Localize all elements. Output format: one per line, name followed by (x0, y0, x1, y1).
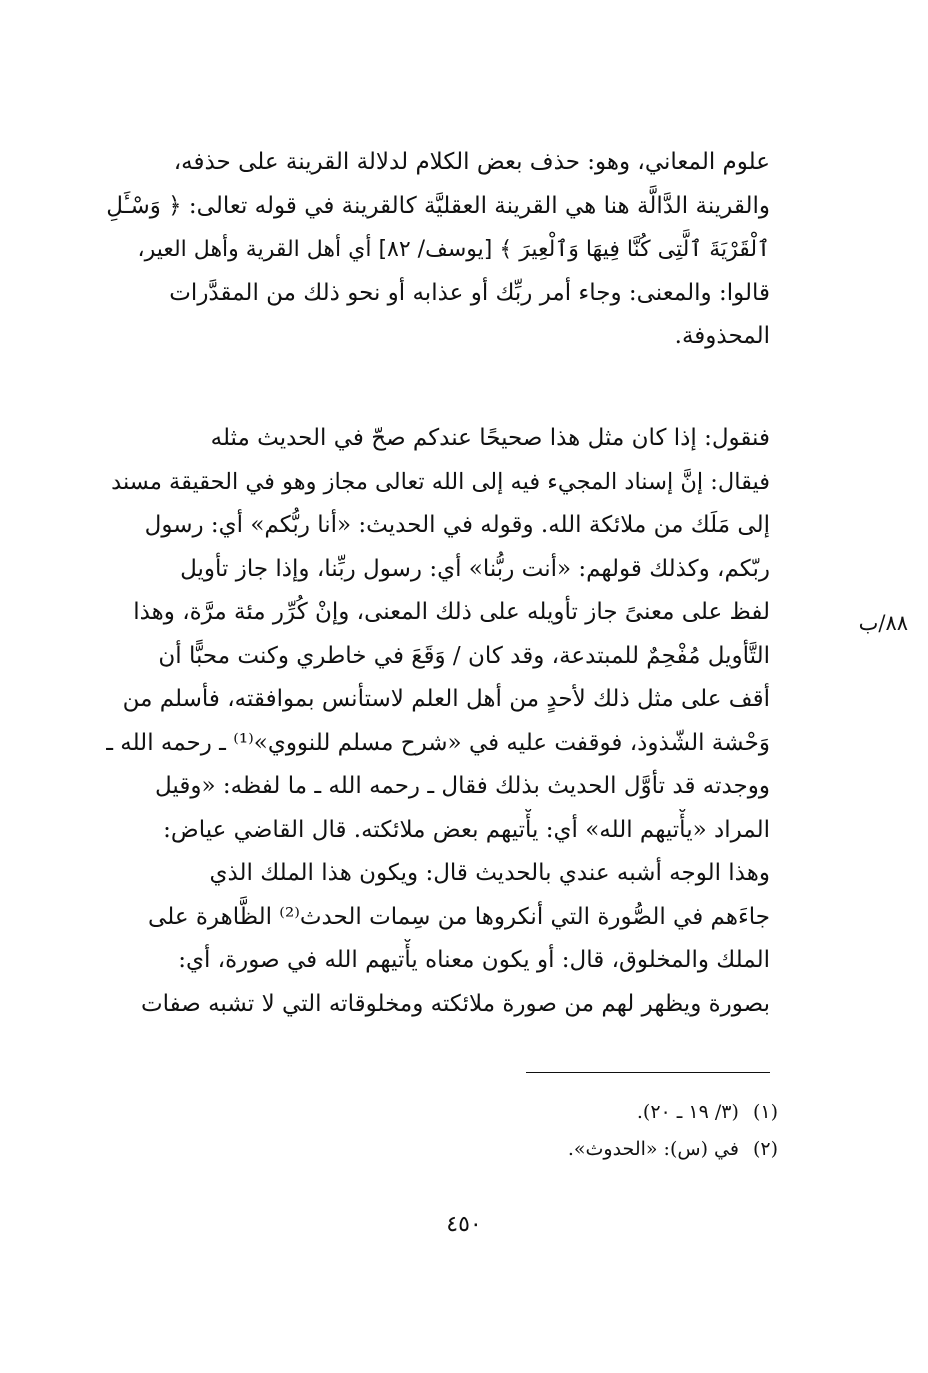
page-number: ٤٥٠ (446, 1212, 482, 1237)
text-line: أقف على مثل ذلك لأحدٍ من أهل العلم لاستأنس بموافقته، فأسلم من (122, 686, 770, 712)
text-line: وهذا الوجه أشبه عندي بالحديث قال: ويكون هذا الملك الذي (209, 860, 770, 886)
footnote-number: (١) (752, 1101, 778, 1123)
footnote-number: (٢) (752, 1138, 778, 1160)
paragraph-1 (102, 141, 770, 359)
footnote-text: في (س): «الحدوث». (567, 1138, 739, 1160)
text-line: علوم المعاني، وهو: حذف بعض الكلام لدلالة القرينة على حذفه، (173, 149, 770, 175)
footnote-separator (526, 1072, 770, 1073)
text-line: المراد «يأْتيهم الله» أي: يأْتيهم بعض ملائكته. قال القاضي عياض: (163, 816, 770, 843)
text-line: قالوا: والمعنى: وجاء أمر ربِّك أو عذابه أو نحو ذلك من المقدَّرات (169, 279, 770, 306)
manuscript-folio-marker: ٨٨/ب (858, 611, 908, 635)
footnotes (400, 1094, 778, 1168)
text-line: إلى مَلَك من ملائكة الله. وقوله في الحديث: «أنا ربُّكم» أي: رسول (144, 512, 770, 538)
text-line: بصورة ويظهر لهم من صورة ملائكته ومخلوقاته التي لا تشبه صفات (140, 990, 770, 1017)
footnote-text: (٣/ ١٩ ـ ٢٠). (636, 1101, 739, 1123)
paragraph-2 (102, 417, 770, 1026)
text-line: لفظ على معنىً جاز تأويله على ذلك المعنى، وإنْ كُرِّر مئة مرَّة، وهذا (133, 599, 770, 625)
footnote-item (400, 1094, 778, 1131)
text-line: فنقول: إذا كان مثل هذا صحيحًا عندكم صحّ في الحديث مثله (210, 425, 770, 451)
text-line: المحذوفة. (674, 323, 770, 349)
text-line: والقرينة الدَّالَّة هنا هي القرينة العقليَّة كالقرينة في قوله تعالى: ﴿ وَسْـَٔلِ (106, 192, 770, 219)
text-line: ربّكم، وكذلك قولهم: «أنت ربُّنا» أي: رسول ربِّنا، وإذا جاز تأويل (180, 555, 770, 582)
quran-verse-line: ٱلْقَرْيَةَ ٱلَّتِى كُنَّا فِيهَا وَٱلْعِيرَ ﴾ [يوسف/ ٨٢] أي أهل القرية وأهل العير، (137, 237, 770, 262)
text-line: ووجدته قد تأوَّل الحديث بذلك فقال ـ رحمه الله ـ ما لفظه: «وقيل (154, 773, 770, 799)
text-line: الملك والمخلوق، قال: أو يكون معناه يأْتيهم الله في صورة، أي: (178, 947, 770, 973)
footnote-item (400, 1131, 778, 1168)
text-line: التَّأويل مُفْحِمٌ للمبتدعة، وقد كان / وَقَعَ في خاطري وكنت محبًّا أن (158, 642, 770, 669)
text-line: جاءَهم في الصُّورة التي أنكروها من سِمات الحدث⁽²⁾ الظَّاهرة على (148, 903, 770, 930)
text-line: وَحْشة الشّذوذ، فوقفت عليه في «شرح مسلم للنووي»⁽¹⁾ ـ رحمه الله ـ (106, 729, 770, 756)
text-line: فيقال: إنَّ إسناد المجيء فيه إلى الله تعالى مجاز وهو في الحقيقة مسند (111, 468, 770, 495)
